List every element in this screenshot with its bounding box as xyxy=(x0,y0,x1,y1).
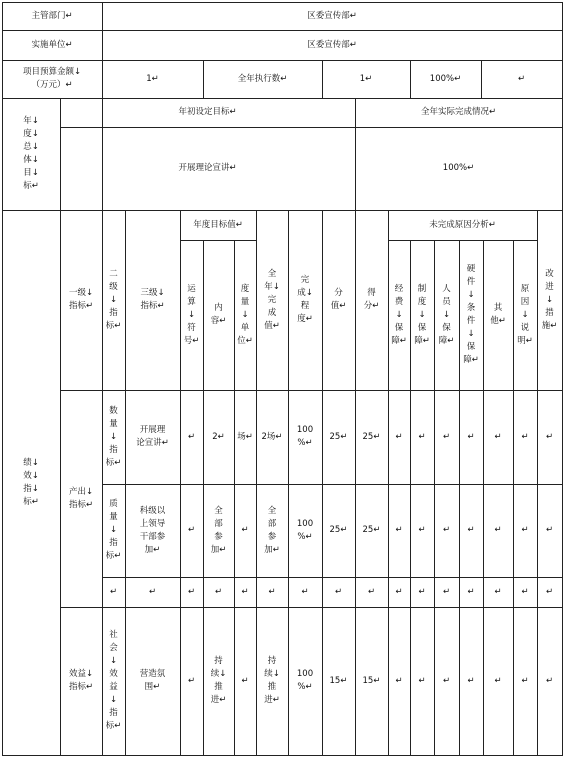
improve-cell: ↵ xyxy=(545,586,554,597)
personnel-header: 人 员 ↓ 保 障↵ xyxy=(438,283,455,346)
level3-cell: ↵ xyxy=(148,586,157,597)
hardware-cell: ↵ xyxy=(467,586,475,597)
table-border-bottom xyxy=(2,755,563,756)
personnel-cell: ↵ xyxy=(442,586,451,597)
annual-target-header: 年度目标值↵ xyxy=(193,219,243,230)
level2-header: 二 级 ↓ 指 标↵ xyxy=(105,268,122,331)
score-value-cell: ↵ xyxy=(334,586,343,597)
completion-cell: 100 %↵ xyxy=(296,425,314,448)
hardware-cell: ↵ xyxy=(467,525,475,535)
dept-value: 区委宣传部↵ xyxy=(307,10,357,21)
operator-cell: ↵ xyxy=(187,586,196,597)
system-cell: ↵ xyxy=(418,525,426,535)
completion-cell: 100 %↵ xyxy=(296,669,314,692)
score-cell: 15↵ xyxy=(362,675,381,686)
dept-label: 主管部门↵ xyxy=(31,10,73,21)
improve-header: 改 进 ↓ 措 施↵ xyxy=(541,268,558,331)
level2-cell: ↵ xyxy=(109,586,118,597)
score-header: 得 分↵ xyxy=(363,288,380,311)
exec-label: 全年执行数↵ xyxy=(237,73,288,84)
score-cell: 25↵ xyxy=(362,431,381,442)
goal-side-label: 年↓ 度↓ 总↓ 体↓ 目↓ 标↵ xyxy=(23,116,39,191)
system-cell: ↵ xyxy=(418,431,426,442)
unit-label: 实施单位↵ xyxy=(31,39,73,50)
full-year-cell: 2场↵ xyxy=(261,431,283,442)
other-cell: ↵ xyxy=(494,586,502,597)
full-year-cell: ↵ xyxy=(268,586,276,597)
content-header: 内 容↵ xyxy=(210,303,227,326)
operator-cell: ↵ xyxy=(187,675,196,686)
level2-cell: 数 量 ↓ 指 标↵ xyxy=(105,405,122,468)
full-year-cell: 持 续↓ 推 进↵ xyxy=(264,656,280,705)
other-cell: ↵ xyxy=(494,431,502,442)
reason-note-cell: ↵ xyxy=(521,586,529,597)
completion-cell: ↵ xyxy=(301,586,309,597)
goal-initial-value: 开展理论宣讲↵ xyxy=(178,163,237,173)
output-label: 产出↓ 指标↵ xyxy=(68,486,94,510)
unit-cell: ↵ xyxy=(241,675,249,686)
score-cell: 25↵ xyxy=(362,525,381,535)
level1-header: 一级↓ 指标↵ xyxy=(68,288,94,311)
hardware-header: 硬 件 ↓ 条 件 ↓ 保 障↵ xyxy=(463,264,479,365)
benefit-label: 效益↓ 指标↵ xyxy=(68,669,94,692)
score-value-cell: 15↵ xyxy=(329,675,348,686)
level2-cell: 质 量 ↓ 指 标↵ xyxy=(105,499,122,561)
level3-cell: 开展理 论宣讲↵ xyxy=(136,425,169,448)
system-cell: ↵ xyxy=(418,586,426,597)
content-cell: 2↵ xyxy=(212,431,225,442)
funding-cell: ↵ xyxy=(395,675,403,686)
unit-cell: ↵ xyxy=(241,525,249,535)
improve-cell: ↵ xyxy=(545,525,554,535)
personnel-cell: ↵ xyxy=(442,431,451,442)
personnel-cell: ↵ xyxy=(442,675,451,686)
system-cell: ↵ xyxy=(418,675,426,686)
exec-blank: ↵ xyxy=(517,73,526,84)
goal-actual-value: 100%↵ xyxy=(442,163,475,173)
budget-value: 1↵ xyxy=(146,73,159,84)
reason-note-cell: ↵ xyxy=(521,431,529,442)
operator-cell: ↵ xyxy=(187,431,196,442)
funding-header: 经 费 ↓ 保 障↵ xyxy=(391,283,407,346)
level3-cell: 营造氛 围↵ xyxy=(139,669,166,692)
unit-cell: ↵ xyxy=(241,586,249,597)
reason-note-header: 原 因 ↓ 说 明↵ xyxy=(517,283,533,346)
table-border-right xyxy=(562,2,563,755)
level3-header: 三级↓ 指标↵ xyxy=(140,288,165,311)
score-value-header: 分 值↵ xyxy=(330,288,347,311)
full-year-cell: 全 部 参 加↵ xyxy=(264,505,280,555)
level3-cell: 科级以 上领导 干部参 加↵ xyxy=(139,505,166,555)
level2-cell: 社 会 ↓ 效 益 ↓ 指 标↵ xyxy=(105,630,122,731)
content-cell: ↵ xyxy=(214,586,223,597)
other-cell: ↵ xyxy=(494,675,502,686)
funding-cell: ↵ xyxy=(395,431,403,442)
goal-actual-header: 全年实际完成情况↵ xyxy=(420,107,497,117)
hardware-cell: ↵ xyxy=(467,675,475,686)
metrics-side-label: 绩↓ 效↓ 指↓ 标↵ xyxy=(23,457,39,507)
exec-rate: 100%↵ xyxy=(429,73,462,84)
completion-cell: 100 %↵ xyxy=(296,518,314,542)
operator-header: 运 算 ↓ 符 号↵ xyxy=(183,283,200,346)
full-year-header: 全 年↓ 完 成 值↵ xyxy=(264,268,280,331)
score-value-cell: 25↵ xyxy=(329,525,348,535)
completion-header: 完 成↓ 程 度↵ xyxy=(297,275,313,324)
reason-note-cell: ↵ xyxy=(521,525,529,535)
hardware-cell: ↵ xyxy=(467,431,475,442)
goal-initial-header: 年初设定目标↵ xyxy=(178,107,237,117)
budget-label: 项目预算金额↓ （万元）↵ xyxy=(22,67,82,90)
operator-cell: ↵ xyxy=(187,525,196,535)
score-cell: ↵ xyxy=(367,586,376,597)
personnel-cell: ↵ xyxy=(442,525,451,535)
score-value-cell: 25↵ xyxy=(329,431,348,442)
funding-cell: ↵ xyxy=(395,525,403,535)
other-cell: ↵ xyxy=(494,525,502,535)
improve-cell: ↵ xyxy=(545,675,554,686)
reasons-header: 未完成原因分析↵ xyxy=(429,219,496,230)
content-cell: 持 续↓ 推 进↵ xyxy=(210,656,227,705)
unit-cell: 场↵ xyxy=(237,431,253,442)
system-header: 制 度 ↓ 保 障↵ xyxy=(414,283,430,346)
exec-value: 1↵ xyxy=(359,73,373,84)
reason-note-cell: ↵ xyxy=(521,675,529,686)
improve-cell: ↵ xyxy=(545,431,554,442)
content-cell: 全 部 参 加↵ xyxy=(210,505,227,555)
measure-unit-header: 度 量 ↓ 单 位↵ xyxy=(237,283,253,346)
other-header: 其 他↵ xyxy=(490,303,506,326)
unit-value: 区委宣传部↵ xyxy=(307,39,357,50)
funding-cell: ↵ xyxy=(395,586,403,597)
